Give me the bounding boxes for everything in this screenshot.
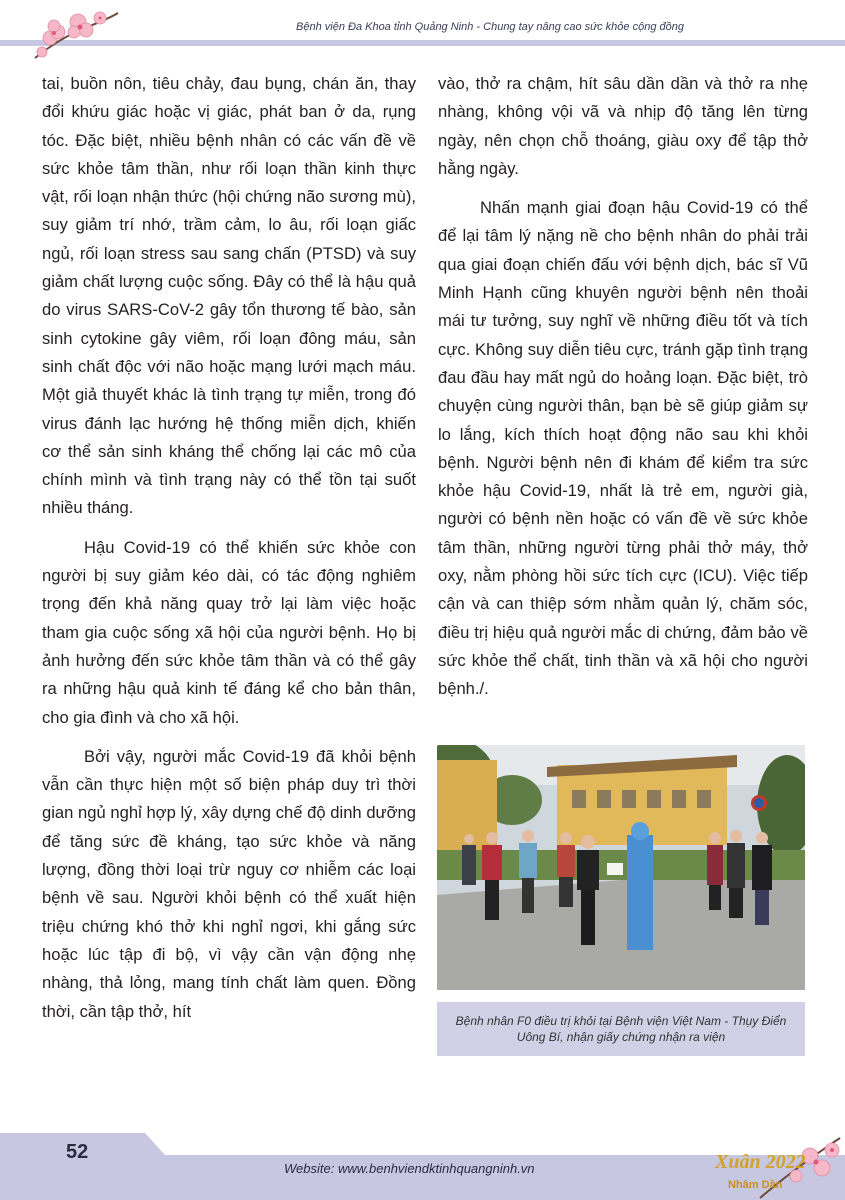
discharge-photo: [437, 745, 805, 990]
paragraph: tai, buồn nôn, tiêu chảy, đau bụng, chán ăn, thay đổi khứu giác hoặc vị giác, phát ban ở da, rụng tóc. Đặc biệt, nhiều bệnh nhân có các vấn đề về sức khỏe tâm thần, như rối loạn thần kinh thực vật, rối loạn nhận thức (hội chứng não sương mù), suy giảm trí nhớ, trầm cảm, lo âu, rối loạn giấc ngủ, rối loạn stress sau sang chấn (PTSD) và suy giảm chất lượng cuộc sống. Đây có thể là hậu quả do virus SARS-CoV-2 gây tổn thương tế bào, sản sinh cytokine gây viêm, rối loạn đông máu, sản sinh chất độc với não hoặc mạng lưới mạch máu. Một giả thuyết khác là tình trạng tự miễn, trong đó virus đánh lạc hướng hệ thống miễn dịch, khiến cơ thể sản sinh kháng thể chống lại các mô của chính mình và tình trạng này có thể tồn tại suốt nhiều tháng.: [42, 74, 416, 518]
paragraph: Bởi vậy, người mắc Covid-19 đã khỏi bệnh vẫn cần thực hiện một số biện pháp duy trì thời gian ngủ nghỉ hợp lý, xây dựng chế độ dinh dưỡng để tăng sức đề kháng, tạo sức khỏe và năng lượng, đồng thời loại trừ nguy cơ nhiễm các loại bệnh về sau. Người khỏi bệnh có thể xuất hiện triệu chứng khó thở khi nghỉ ngơi, khi gắng sức hoặc lúc tập đi bộ, vì vậy cần vận động nhẹ nhàng, thả lỏng, mang tính chất làm quen. Đồng thời, cần tập thở, hít: [42, 746, 416, 1021]
tet-2022-logo: [700, 1128, 845, 1200]
photo-caption: [437, 1002, 805, 1056]
cherry-blossom-decoration: [30, 8, 120, 68]
header-title: Bệnh viện Đa Khoa tỉnh Quảng Ninh - Chung tay nâng cao sức khỏe cộng đồng: [296, 21, 684, 33]
paragraph: vào, thở ra chậm, hít sâu dần dần và thở ra nhẹ nhàng, không vội vã và nhịp độ tăng lên từng ngày, nên chọn chỗ thoáng, giàu oxy để tập thở hằng ngày.: [438, 74, 808, 178]
right-column: [438, 70, 808, 704]
caption-text: Bệnh nhân F0 điều trị khỏi tại Bệnh viện Việt Nam - Thụy Điển Uông Bí, nhận giấy chứng nhận ra viện: [455, 1014, 787, 1044]
page-number: 52: [66, 1141, 89, 1163]
tet-title: Xuân 2022: [715, 1151, 806, 1173]
website-link[interactable]: Website: www.benhviendktinhquangninh.vn: [284, 1161, 535, 1176]
paragraph: Nhấn mạnh giai đoạn hậu Covid-19 có thể để lại tâm lý nặng nề cho bệnh nhân do phải trải qua giai đoạn chiến đấu với bệnh dịch, bác sĩ Vũ Minh Hạnh cũng khuyên người bệnh nên thoải mái tư tưởng, suy nghĩ về những điều tốt và tích cực. Không suy diễn tiêu cực, tránh gặp tình trạng đau đầu hay mất ngủ do hoảng loạn. Đặc biệt, trò chuyện cùng người thân, bạn bè sẽ giúp giảm sự lo lắng, kích thích hoạt động não sau khi khỏi bệnh. Người bệnh nên đi khám để kiểm tra sức khỏe hậu Covid-19, nhất là trẻ em, người già, người có bệnh nền hoặc có vấn đề về sức khỏe tâm thần, những người từng phải thở máy, thở oxy, nằm phòng hồi sức tích cực (ICU). Việc tiếp cận và can thiệp sớm nhằm quản lý, chăm sóc, điều trị hiệu quả người mắc di chứng, đảm bảo về sức khỏe thể chất, tinh thần và xã hội cho người bệnh./.: [438, 198, 808, 699]
left-column: [42, 70, 416, 1026]
paragraph: Hậu Covid-19 có thể khiến sức khỏe con người bị suy giảm kéo dài, có tác động nghiêm trọng đến khả năng quay trở lại làm việc hoặc tham gia cuộc sống xã hội của người bệnh. Họ bị ảnh hưởng đến sức khỏe tâm thần và có thể gây ra những hậu quả kinh tế đáng kể cho bản thân, cho gia đình và cho xã hội.: [42, 537, 416, 727]
tet-subtitle: Nhâm Dần: [728, 1179, 783, 1191]
header-bar: [0, 40, 845, 46]
